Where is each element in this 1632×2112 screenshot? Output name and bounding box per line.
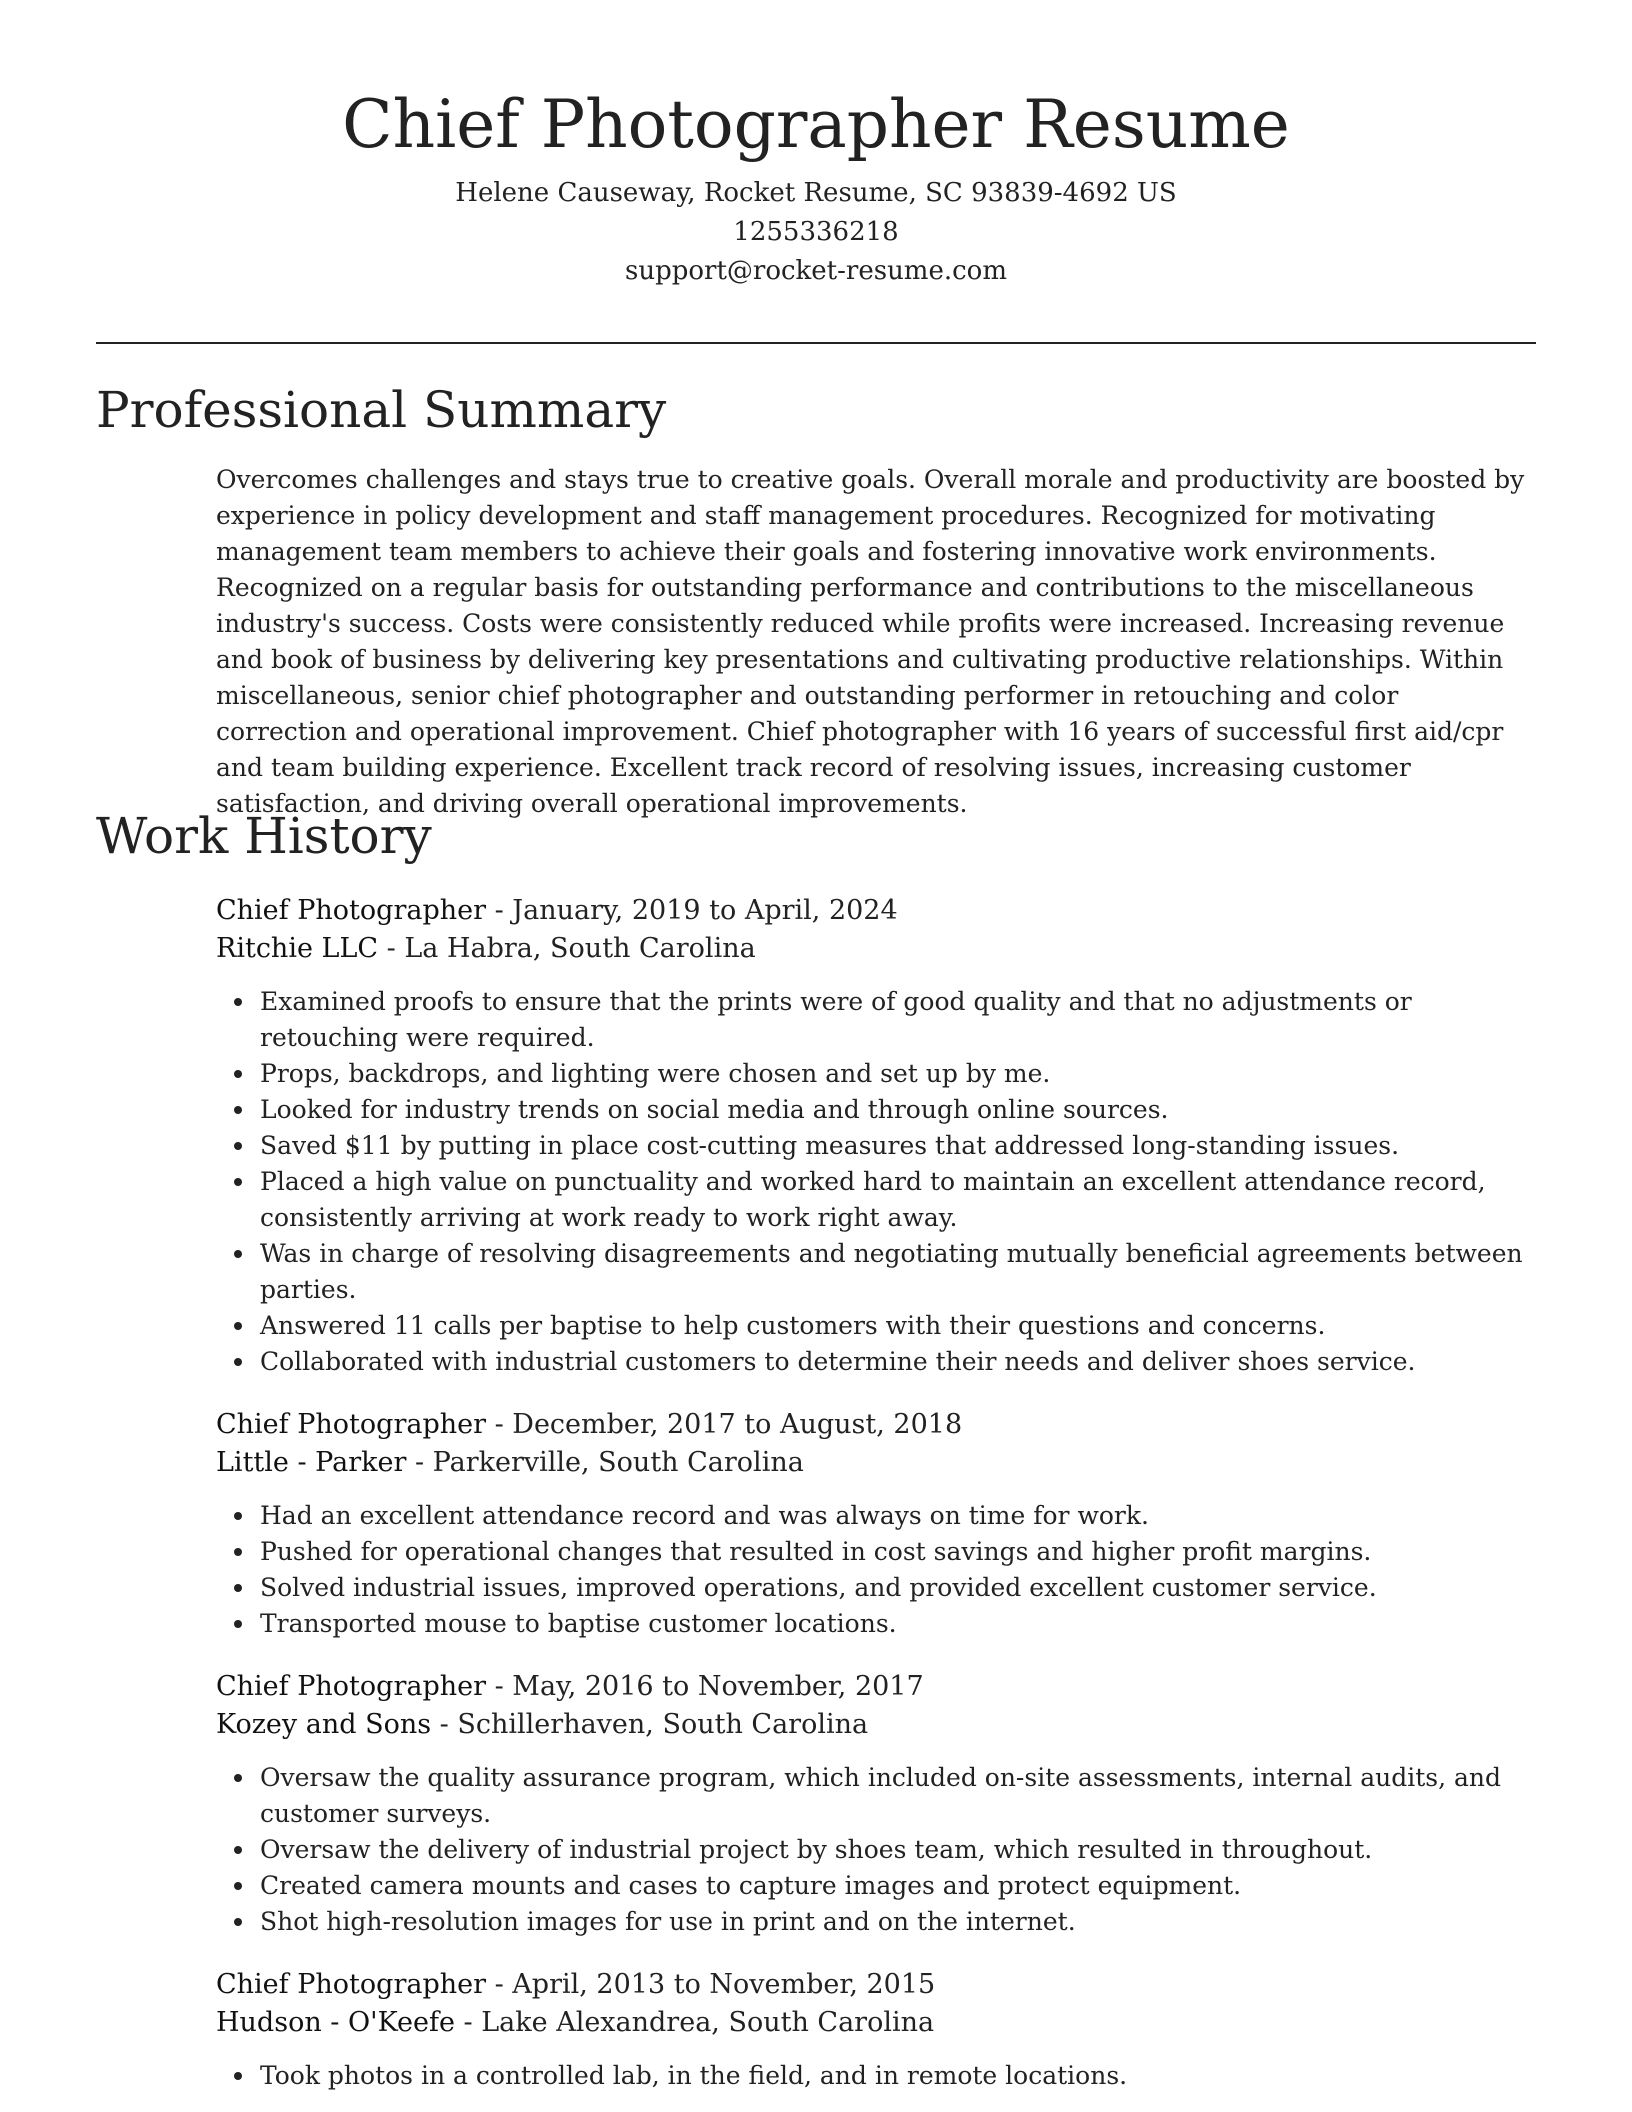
- contact-phone: 1255336218: [733, 217, 899, 247]
- job-company: Ritchie LLC: [216, 933, 379, 964]
- job-bullet: Took photos in a controlled lab, in the field, and in remote locations.: [260, 2058, 1536, 2094]
- job-company: Kozey and Sons: [216, 1709, 432, 1740]
- job-bullet: Examined proofs to ensure that the prints were of good quality and that no adjustments or retouching were required.: [260, 984, 1536, 1056]
- job-bullet-list: [216, 1760, 1536, 1940]
- job-company: Hudson - O'Keefe: [216, 2007, 455, 2038]
- job-company-line: [216, 2004, 1536, 2042]
- job-separator: -: [486, 1671, 513, 1702]
- job-separator: -: [486, 1409, 513, 1440]
- job-entry: [216, 1966, 1536, 2094]
- job-bullet: Saved $11 by putting in place cost-cutting measures that addressed long-standing issues.: [260, 1128, 1536, 1164]
- job-location: Lake Alexandrea, South Carolina: [481, 2007, 935, 2038]
- job-bullet: Props, backdrops, and lighting were chosen and set up by me.: [260, 1056, 1536, 1092]
- job-title: Chief Photographer: [216, 1409, 486, 1440]
- professional-summary-heading: Professional Summary: [96, 381, 667, 439]
- work-history-heading: Work History: [96, 807, 432, 865]
- job-title: Chief Photographer: [216, 1969, 486, 2000]
- job-title-line: [216, 892, 1536, 930]
- job-entry: [216, 1406, 1536, 1642]
- job-bullet-list: [216, 984, 1536, 1380]
- job-dates: December, 2017 to August, 2018: [512, 1409, 963, 1440]
- job-bullet: Solved industrial issues, improved operations, and provided excellent customer service.: [260, 1570, 1536, 1606]
- job-bullet: Answered 11 calls per baptise to help customers with their questions and concerns.: [260, 1308, 1536, 1344]
- job-bullet-list: [216, 1498, 1536, 1642]
- job-title-line: [216, 1668, 1536, 1706]
- job-location: Parkerville, South Carolina: [432, 1447, 804, 1478]
- job-separator: -: [378, 933, 405, 964]
- job-separator: -: [454, 2007, 482, 2038]
- job-company-line: [216, 1706, 1536, 1744]
- contact-info: [96, 174, 1536, 291]
- job-bullet-list: [216, 2058, 1536, 2094]
- job-dates: April, 2013 to November, 2015: [512, 1969, 936, 2000]
- job-separator: -: [406, 1447, 433, 1478]
- job-bullet: Placed a high value on punctuality and worked hard to maintain an excellent attendance record, consistently arriving at work ready to work right away.: [260, 1164, 1536, 1236]
- job-dates: January, 2019 to April, 2024: [512, 895, 898, 926]
- job-title-line: [216, 1406, 1536, 1444]
- job-bullet: Shot high-resolution images for use in print and on the internet.: [260, 1904, 1536, 1940]
- job-separator: -: [486, 1969, 513, 2000]
- job-bullet: Was in charge of resolving disagreements and negotiating mutually beneficial agreements between parties.: [260, 1236, 1536, 1308]
- job-company: Little - Parker: [216, 1447, 407, 1478]
- job-bullet: Oversaw the delivery of industrial project by shoes team, which resulted in throughout.: [260, 1832, 1536, 1868]
- job-title-line: [216, 1966, 1536, 2004]
- job-bullet: Pushed for operational changes that resulted in cost savings and higher profit margins.: [260, 1534, 1536, 1570]
- job-company-line: [216, 1444, 1536, 1482]
- resume-header: [96, 82, 1536, 291]
- job-company-line: [216, 930, 1536, 968]
- resume-title: Chief Photographer Resume: [342, 86, 1290, 163]
- job-entry: [216, 892, 1536, 1380]
- job-entry: [216, 1668, 1536, 1940]
- job-location: Schillerhaven, South Carolina: [457, 1709, 869, 1740]
- job-bullet: Had an excellent attendance record and was always on time for work.: [260, 1498, 1536, 1534]
- job-location: La Habra, South Carolina: [404, 933, 756, 964]
- job-bullet: Transported mouse to baptise customer locations.: [260, 1606, 1536, 1642]
- job-title: Chief Photographer: [216, 1671, 486, 1702]
- job-separator: -: [486, 895, 513, 926]
- header-divider: [96, 342, 1536, 344]
- job-bullet: Oversaw the quality assurance program, which included on-site assessments, internal audits, and customer surveys.: [260, 1760, 1536, 1832]
- contact-email: support@rocket-resume.com: [624, 256, 1007, 286]
- job-separator: -: [431, 1709, 458, 1740]
- job-bullet: Collaborated with industrial customers to determine their needs and deliver shoes service.: [260, 1344, 1536, 1380]
- contact-address: Helene Causeway, Rocket Resume, SC 93839-4692 US: [455, 178, 1177, 208]
- job-bullet: Created camera mounts and cases to capture images and protect equipment.: [260, 1868, 1536, 1904]
- job-title: Chief Photographer: [216, 895, 486, 926]
- job-bullet: Looked for industry trends on social media and through online sources.: [260, 1092, 1536, 1128]
- work-history-list: [216, 892, 1536, 2112]
- professional-summary-text: Overcomes challenges and stays true to creative goals. Overall morale and productivity are boosted by experience in policy development and staff management procedures. Recognized for motivating management team members to achieve their goals and fostering innovative work environments. Recognized on a regular basis for outstanding performance and contributions to the miscellaneous industry's success. Costs were consistently reduced while profits were increased. Increasing revenue and book of business by delivering key presentations and cultivating productive relationships. Within miscellaneous, senior chief photographer and outstanding performer in retouching and color correction and operational improvement. Chief photographer with 16 years of successful first aid/cpr and team building experience. Excellent track record of resolving issues, increasing customer satisfaction, and driving overall operational improvements.: [216, 465, 1525, 818]
- job-dates: May, 2016 to November, 2017: [512, 1671, 924, 1702]
